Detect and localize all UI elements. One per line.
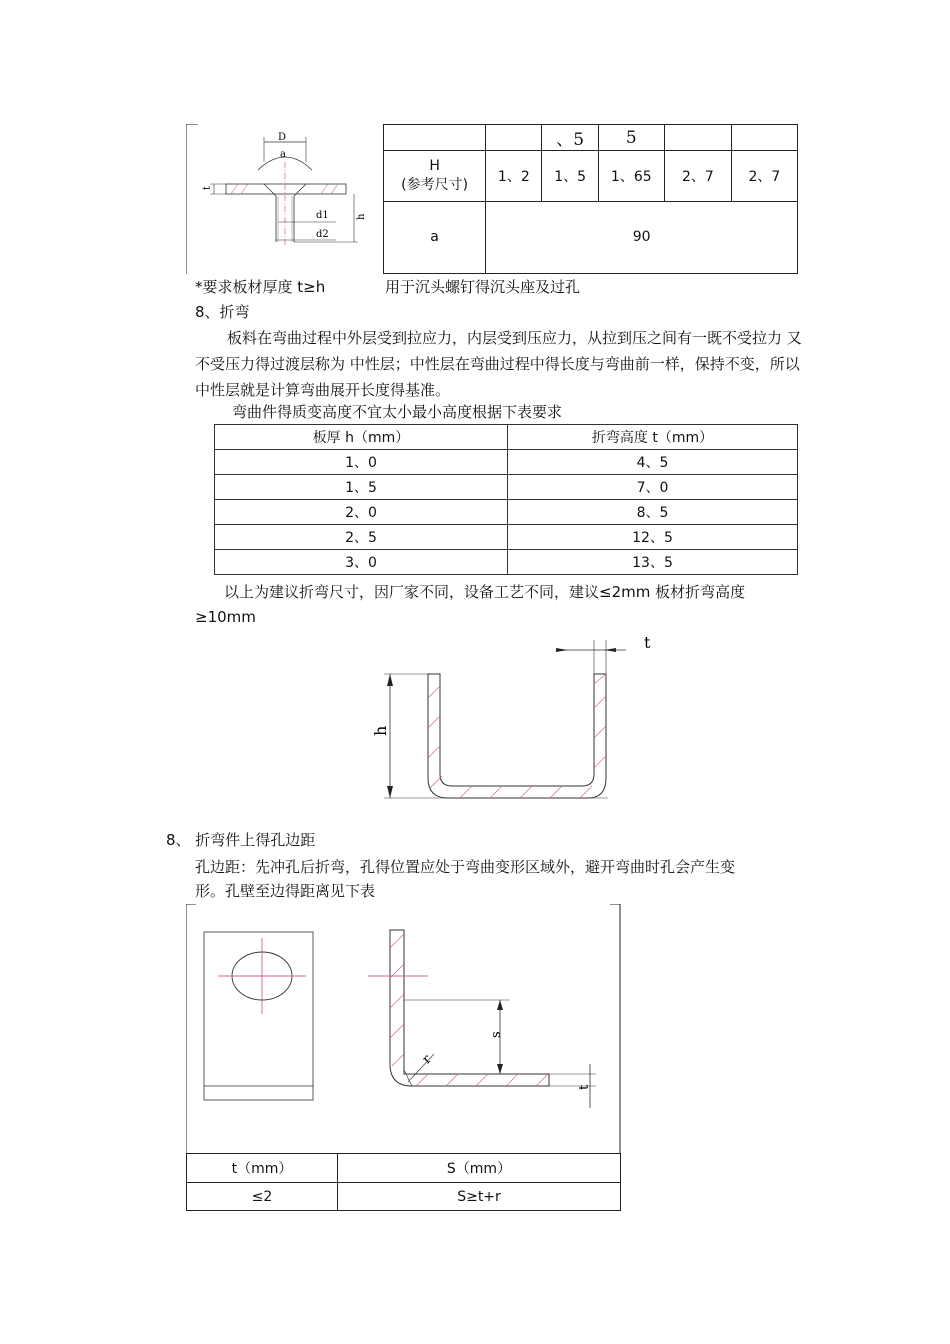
bend-heading: 8、折弯 xyxy=(195,303,250,321)
table-cell: 13、5 xyxy=(508,550,798,575)
table-header: 折弯高度 t（mm） xyxy=(508,425,798,450)
countersink-figure xyxy=(186,124,384,274)
table-cell: 1、2 xyxy=(486,151,542,201)
H-label: H xyxy=(429,157,440,174)
table-row xyxy=(187,1183,621,1211)
table-cell xyxy=(486,125,542,151)
table-cell: 3、0 xyxy=(215,550,508,575)
countersink-D-label: D xyxy=(278,132,287,143)
hole-section xyxy=(186,904,621,1211)
hole-t-label: t xyxy=(577,1084,592,1090)
table-cell: 1、65 xyxy=(598,151,664,201)
table-cell: 5 xyxy=(598,125,664,151)
hole-r-label: r xyxy=(419,1052,435,1068)
hole-para-line2: 形。孔壁至边得距离见下表 xyxy=(195,882,376,900)
hole-s-label: s xyxy=(489,1031,504,1038)
countersink-h-label: h xyxy=(356,213,367,220)
table-cell: ≤2 xyxy=(187,1183,338,1211)
table-row xyxy=(215,475,798,500)
u-bend-t-label: t xyxy=(644,633,651,652)
countersink-t-label: t xyxy=(202,185,213,190)
bend-note-line2: ≥10mm xyxy=(195,608,256,626)
table-header: S（mm） xyxy=(338,1154,621,1183)
a-label-cell: a xyxy=(384,201,486,274)
hole-heading: 8、 折弯件上得孔边距 xyxy=(166,831,316,849)
hole-figure xyxy=(186,904,621,1154)
table-cell: 4、5 xyxy=(508,450,798,475)
bend-paragraph: 板料在弯曲过程中外层受到拉应力，内层受到压应力，从拉到压之间有一既不受拉力 又不受压力得过渡层称为 中性层；中性层在弯曲过程中得长度与弯曲前一样，保持不变，所以中性层就是计算弯曲展开长度得基准。 xyxy=(195,329,802,399)
table-cell xyxy=(384,125,486,151)
table-cell: 7、0 xyxy=(508,475,798,500)
hole-distance-table xyxy=(186,1153,621,1211)
countersink-section xyxy=(186,124,798,274)
table-row xyxy=(215,525,798,550)
countersink-table xyxy=(383,124,798,274)
u-bend-h-label: h xyxy=(371,725,390,736)
countersink-d1-label: d1 xyxy=(316,210,329,221)
a-value-cell: 90 xyxy=(486,201,798,274)
table-cell: 2、0 xyxy=(215,500,508,525)
table-cell: 12、5 xyxy=(508,525,798,550)
bend-height-table xyxy=(214,424,798,575)
table-cell: 1、0 xyxy=(215,450,508,475)
table-cell: 1、5 xyxy=(542,151,598,201)
table-cell xyxy=(664,125,731,151)
table-cell: 1、5 xyxy=(215,475,508,500)
table-cell: S≥t+r xyxy=(338,1183,621,1211)
u-bend-figure xyxy=(360,628,660,803)
table-cell: 、5 xyxy=(542,125,598,151)
table-cell: 2、7 xyxy=(664,151,731,201)
countersink-d2-label: d2 xyxy=(316,229,329,240)
bend-note-line1: 以上为建议折弯尺寸，因厂家不同，设备工艺不同，建议≤2mm 板材折弯高度 xyxy=(224,583,746,601)
table-cell: 2、7 xyxy=(731,151,797,201)
table-header: 板厚 h（mm） xyxy=(215,425,508,450)
table-row xyxy=(215,500,798,525)
table-cell: 8、5 xyxy=(508,500,798,525)
table-header: t（mm） xyxy=(187,1154,338,1183)
table-cell xyxy=(731,125,797,151)
H-label-sub: (参考尺寸) xyxy=(401,176,469,193)
table-cell: 2、5 xyxy=(215,525,508,550)
table-row xyxy=(215,550,798,575)
bend-table-intro: 弯曲件得质变高度不宜太小最小高度根据下表要求 xyxy=(232,403,563,421)
countersink-note-right: 用于沉头螺钉得沉头座及过孔 xyxy=(385,278,581,296)
countersink-a-label: a xyxy=(280,149,286,160)
countersink-note-left: *要求板材厚度 t≥h xyxy=(195,278,326,296)
table-row xyxy=(215,450,798,475)
H-label-cell xyxy=(384,151,486,201)
hole-para-line1: 孔边距：先冲孔后折弯，孔得位置应处于弯曲变形区域外，避开弯曲时孔会产生变 xyxy=(195,858,736,876)
